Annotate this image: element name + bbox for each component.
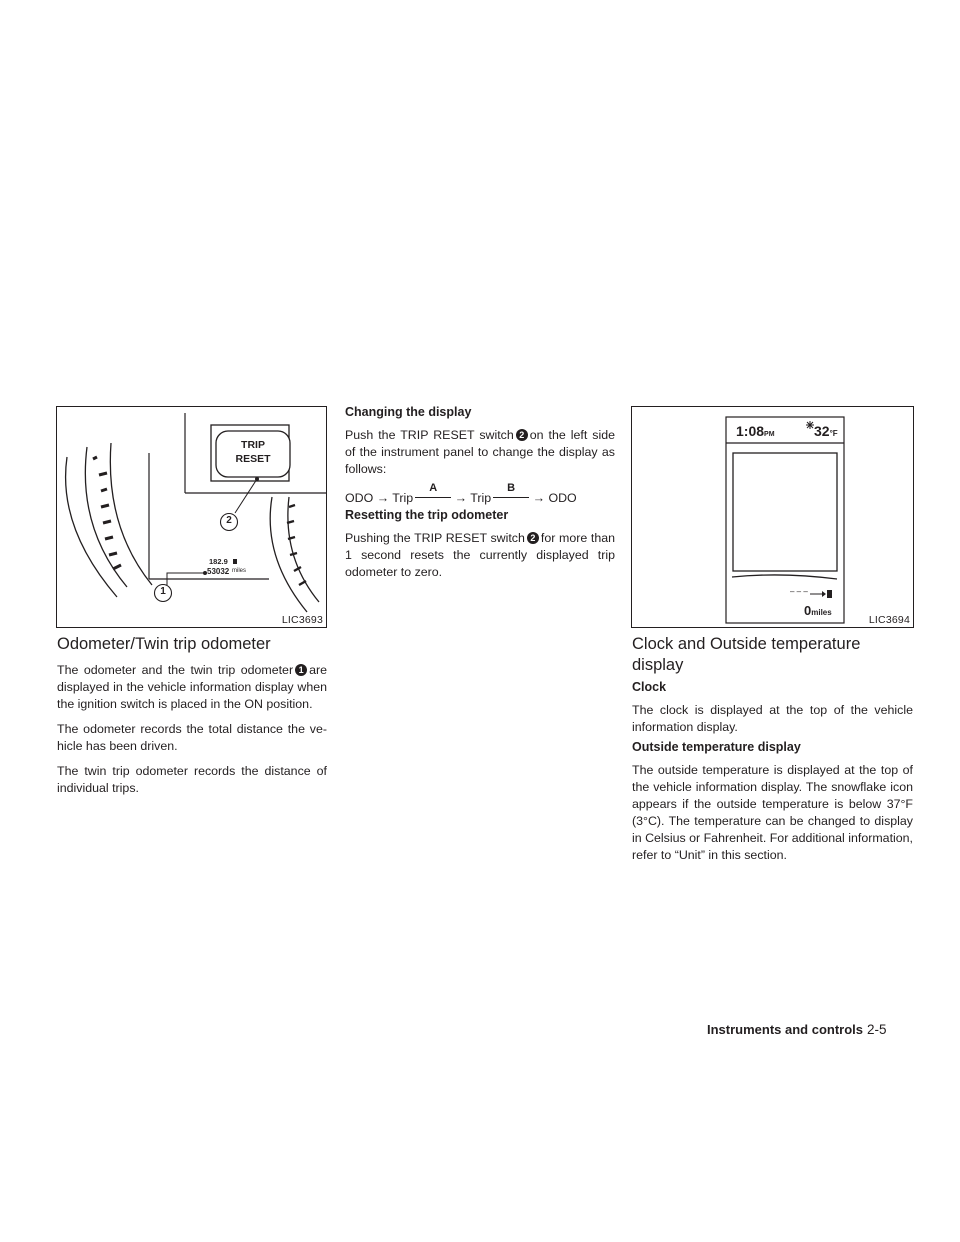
- subheading-outside-temp: Outside temperature display: [632, 740, 801, 754]
- footer-section: Instruments and controls: [707, 1022, 864, 1037]
- range-dashes: – – –: [790, 587, 808, 596]
- range-value: 0: [804, 603, 812, 618]
- heading-line: display: [632, 656, 684, 674]
- trip-a-icon: [415, 482, 451, 498]
- temp-unit: °F: [829, 429, 838, 438]
- odo-unit: miles: [232, 568, 247, 574]
- odo-value: 53032: [207, 567, 230, 576]
- trip-a-label: A: [429, 482, 438, 494]
- trip-b-label: B: [507, 482, 516, 494]
- button-label-reset: RESET: [235, 453, 271, 465]
- text: are displayed in the vehicle information display when the ignition switch is placed in the ON position.: [57, 663, 327, 711]
- vehicle-info-display-illustration: [632, 407, 914, 628]
- callout-1: 1: [160, 586, 166, 597]
- seq-trip: Trip: [392, 491, 414, 505]
- clock-suffix: PM: [764, 431, 775, 438]
- arrow-icon: →: [376, 491, 390, 505]
- trip-b-icon: [493, 482, 529, 498]
- button-label-trip: TRIP: [241, 439, 265, 451]
- arrow-icon: →: [454, 491, 468, 505]
- text: Pushing the TRIP RESET switch: [345, 531, 525, 545]
- clock-time: 1:08: [736, 423, 765, 439]
- paragraph-changing: [345, 427, 615, 478]
- temp-value: 32: [814, 423, 830, 439]
- arrow-icon: →: [532, 491, 545, 505]
- page-number: 2-5: [867, 1022, 887, 1037]
- figure-odometer: [56, 406, 327, 628]
- figure-code: LIC3694: [868, 614, 910, 626]
- section-heading-clock: [632, 634, 860, 676]
- text: The odometer and the twin trip odometer: [57, 663, 294, 677]
- section-heading-odometer: Odometer/Twin trip odometer: [57, 635, 271, 653]
- seq-trip: Trip: [470, 491, 492, 505]
- seq-odo: ODO: [345, 491, 374, 505]
- text: on the left side of the instrument panel to change the display as follows:: [345, 428, 616, 476]
- paragraph-odometer-1: [57, 662, 327, 713]
- page-footer: [707, 1022, 887, 1037]
- callout-2: 2: [226, 515, 232, 526]
- paragraph-odometer-3: The twin trip odometer records the distance of individual trips.: [57, 764, 327, 795]
- figure-code: LIC3693: [281, 614, 323, 626]
- callout-badge-2: 2: [516, 429, 528, 441]
- trip-value: 182.9: [209, 557, 228, 566]
- subheading-changing-display: Changing the display: [345, 405, 472, 419]
- paragraph-clock: The clock is displayed at the top of the vehicle information display.: [632, 703, 913, 734]
- figure-clock-temp: [631, 406, 914, 628]
- seq-odo: ODO: [548, 491, 577, 505]
- paragraph-resetting: [345, 530, 615, 581]
- subheading-resetting: Resetting the trip odometer: [345, 508, 509, 522]
- subheading-clock: Clock: [632, 680, 667, 694]
- paragraph-outside-temp: The outside temperature is displayed at the top of the vehicle information display. The snowflake icon appears if the outside temperature is below 37°F (3°C). The temperature can be changed to display in Celsius or Fahrenheit. For additional information, refer to “Unit” in this section.: [632, 763, 913, 862]
- text: for more than 1 second resets the currently displayed trip odometer to zero.: [345, 531, 615, 579]
- heading-line: Clock and Outside temperature: [632, 635, 861, 653]
- callout-badge-1: 1: [295, 664, 307, 676]
- display-sequence: [345, 482, 577, 505]
- text: Push the TRIP RESET switch: [345, 428, 514, 442]
- callout-badge-2: 2: [527, 532, 539, 544]
- range-unit: miles: [811, 608, 832, 617]
- paragraph-odometer-2: The odometer records the total distance the ve-hicle has been driven.: [57, 722, 327, 753]
